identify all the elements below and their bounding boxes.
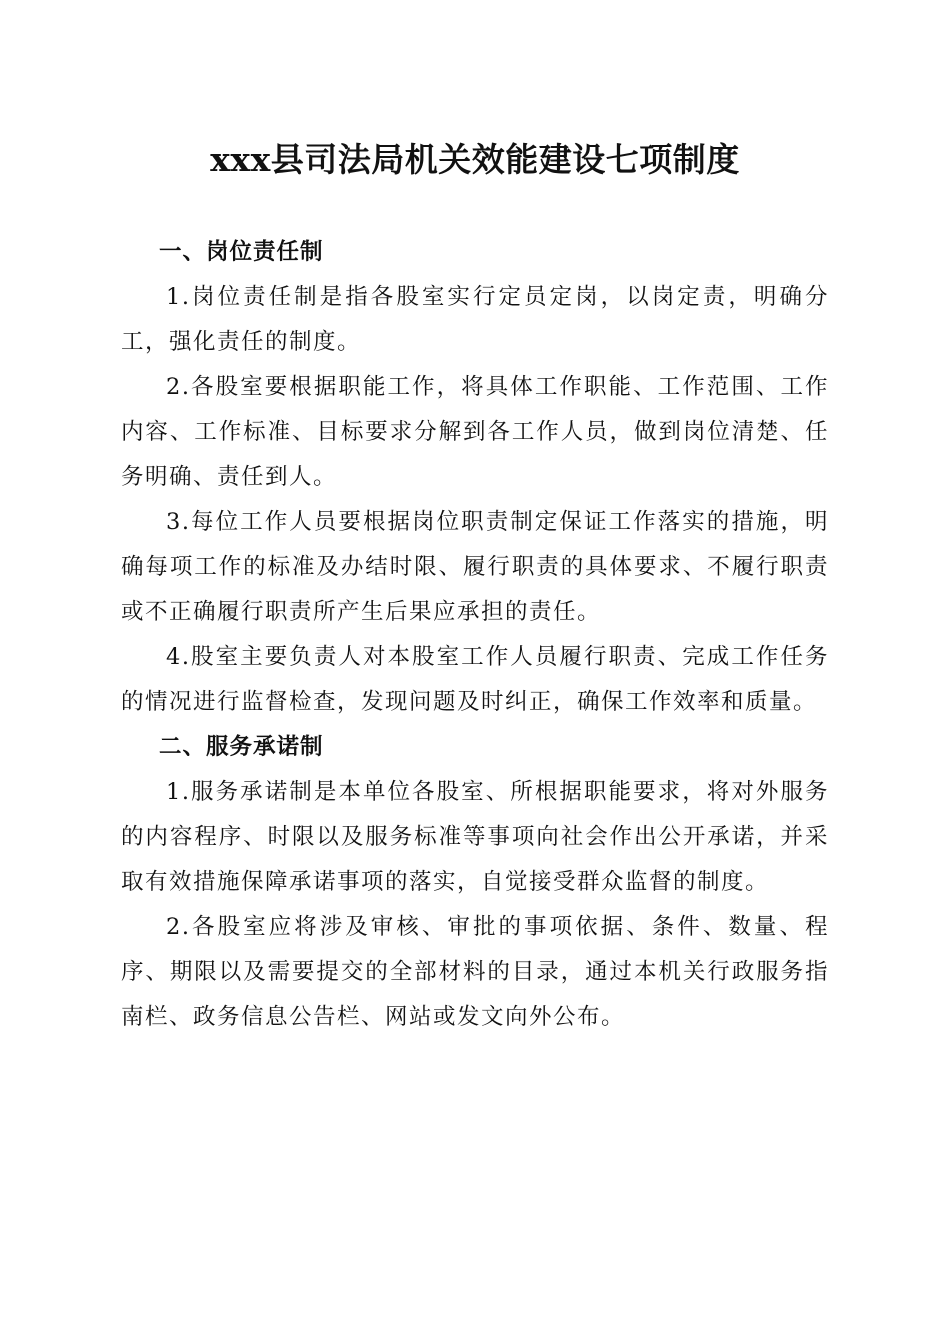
document-body: [121, 230, 829, 1040]
section-heading: 二、服务承诺制: [159, 734, 324, 760]
paragraph: 1.服务承诺制是本单位各股室、所根据职能要求，将对外服务的内容程序、时限以及服务标准等事项向社会作出公开承诺，并采取有效措施保障承诺事项的落实，自觉接受群众监督的制度。: [121, 779, 829, 895]
section-heading: 一、岗位责任制: [159, 239, 324, 265]
paragraph: 3.每位工作人员要根据岗位职责制定保证工作落实的措施，明确每项工作的标准及办结时限、履行职责的具体要求、不履行职责或不正确履行职责所产生后果应承担的责任。: [121, 509, 829, 625]
paragraph: 2.各股室要根据职能工作，将具体工作职能、工作范围、工作内容、工作标准、目标要求分解到各工作人员，做到岗位清楚、任务明确、责任到人。: [121, 374, 829, 490]
paragraph: 4.股室主要负责人对本股室工作人员履行职责、完成工作任务的情况进行监督检查，发现问题及时纠正，确保工作效率和质量。: [121, 644, 829, 715]
paragraph: 2.各股室应将涉及审核、审批的事项依据、条件、数量、程序、期限以及需要提交的全部材料的目录，通过本机关行政服务指南栏、政务信息公告栏、网站或发文向外公布。: [121, 914, 829, 1030]
document-title: xxx县司法局机关效能建设七项制度: [210, 140, 740, 179]
paragraph: 1.岗位责任制是指各股室实行定员定岗，以岗定责，明确分工，强化责任的制度。: [121, 284, 829, 355]
